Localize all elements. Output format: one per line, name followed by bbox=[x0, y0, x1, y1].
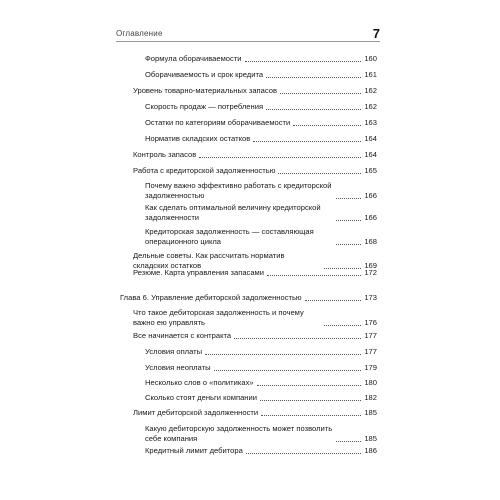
toc-entry-page: 165 bbox=[364, 166, 377, 175]
toc-entry-page: 166 bbox=[364, 191, 377, 200]
toc-entry-page: 179 bbox=[364, 363, 377, 372]
dot-leader bbox=[266, 109, 361, 110]
toc-entry-page: 160 bbox=[364, 54, 377, 63]
toc-entry-title: Остатки по категориям оборачиваемости bbox=[145, 118, 291, 127]
toc-entry-title: Условия оплаты bbox=[145, 347, 203, 356]
dot-leader bbox=[336, 198, 361, 199]
toc-entry-page: 182 bbox=[364, 393, 377, 402]
toc-entry-title: Кредитный лимит дебитора bbox=[145, 446, 243, 455]
dot-leader bbox=[253, 141, 361, 142]
toc-entry[interactable] bbox=[133, 268, 377, 278]
toc-entry[interactable] bbox=[133, 150, 377, 160]
dot-leader bbox=[205, 354, 361, 355]
dot-leader bbox=[280, 93, 361, 94]
dot-leader bbox=[336, 441, 361, 442]
toc-entry-title: Уровень товарно-материальных запасов bbox=[133, 86, 278, 95]
running-header-title: Оглавление bbox=[116, 29, 163, 38]
dot-leader bbox=[324, 325, 361, 326]
toc-entry-title: Что такое дебиторская задолженность и почему важно ею управлять bbox=[133, 308, 304, 327]
toc-entry[interactable] bbox=[145, 70, 377, 80]
dot-leader bbox=[336, 244, 361, 245]
toc-entry-title: Норматив складских остатков bbox=[145, 134, 251, 143]
toc-entry-title: Почему важно эффективно работать с кредиторской задолженностью bbox=[145, 181, 332, 200]
dot-leader bbox=[266, 77, 361, 78]
toc-entry[interactable] bbox=[145, 363, 377, 373]
toc-entry-title: Условия неоплаты bbox=[145, 363, 211, 372]
dot-leader bbox=[245, 61, 362, 62]
dot-leader bbox=[278, 173, 361, 174]
toc-entry-title: Сколько стоят деньги компании bbox=[145, 393, 257, 402]
toc-entry[interactable] bbox=[133, 408, 377, 418]
dot-leader bbox=[293, 125, 361, 126]
toc-entry-title: Дельные советы. Как рассчитать норматив складских остатков bbox=[133, 251, 285, 270]
dot-leader bbox=[261, 415, 361, 416]
toc-entry[interactable] bbox=[145, 203, 377, 223]
toc-entry-page: 177 bbox=[364, 347, 377, 356]
toc-entry-title: Резюме. Карта управления запасами bbox=[133, 268, 265, 277]
toc-entry[interactable] bbox=[145, 393, 377, 403]
toc-entry[interactable] bbox=[145, 347, 377, 357]
dot-leader bbox=[234, 338, 361, 339]
toc-entry-page: 162 bbox=[364, 86, 377, 95]
toc-entry[interactable] bbox=[145, 378, 377, 388]
toc-chapter-entry[interactable] bbox=[120, 293, 377, 303]
toc-entry[interactable] bbox=[145, 134, 377, 144]
toc-entry-page: 164 bbox=[364, 134, 377, 143]
dot-leader bbox=[336, 220, 361, 221]
toc-entry-page: 172 bbox=[364, 268, 377, 277]
toc-entry-page: 164 bbox=[364, 150, 377, 159]
dot-leader bbox=[199, 157, 361, 158]
toc-entry-page: 185 bbox=[364, 434, 377, 443]
toc-entry-page: 163 bbox=[364, 118, 377, 127]
toc-entry-page: 186 bbox=[364, 446, 377, 455]
toc-entry-title: Контроль запасов bbox=[133, 150, 197, 159]
dot-leader bbox=[267, 275, 361, 276]
toc-entry[interactable] bbox=[145, 227, 377, 247]
toc-entry-page: 177 bbox=[364, 331, 377, 340]
toc-entry-title: Кредиторская задолженность — составляющая операционного цикла bbox=[145, 227, 314, 246]
toc-entry-title: Оборачиваемость и срок кредита bbox=[145, 70, 264, 79]
toc-entry-page: 185 bbox=[364, 408, 377, 417]
toc-entry-title: Лимит дебиторской задолженности bbox=[133, 408, 259, 417]
toc-entry-page: 169 bbox=[364, 261, 377, 270]
toc-entry-page: 168 bbox=[364, 237, 377, 246]
dot-leader bbox=[257, 385, 362, 386]
toc-entry-page: 180 bbox=[364, 378, 377, 387]
toc-entry[interactable] bbox=[145, 118, 377, 128]
toc-entry-page: 161 bbox=[364, 70, 377, 79]
toc-entry[interactable] bbox=[133, 308, 377, 328]
toc-entry-title: Формула оборачиваемости bbox=[145, 54, 242, 63]
toc-entry[interactable] bbox=[133, 166, 377, 176]
toc-entry[interactable] bbox=[145, 424, 377, 444]
toc-entry[interactable] bbox=[145, 446, 377, 456]
page-number: 7 bbox=[372, 26, 380, 41]
toc-entry[interactable] bbox=[145, 181, 377, 201]
toc-entry-title: Все начинается с контракта bbox=[133, 331, 232, 340]
toc-entry[interactable] bbox=[145, 54, 377, 64]
dot-leader bbox=[214, 370, 362, 371]
toc-entry[interactable] bbox=[133, 86, 377, 96]
toc-entry-title: Глава 6. Управление дебиторской задолженностью bbox=[120, 293, 302, 302]
toc-entry[interactable] bbox=[145, 102, 377, 112]
toc-entry-page: 166 bbox=[364, 213, 377, 222]
toc-entry-title: Какую дебиторскую задолженность может позволить себе компания bbox=[145, 424, 333, 443]
toc-entry-title: Как сделать оптимальной величину кредиторской задолженности bbox=[145, 203, 321, 222]
dot-leader bbox=[305, 300, 362, 301]
toc-entry-title: Скорость продаж — потребления bbox=[145, 102, 264, 111]
dot-leader bbox=[260, 400, 361, 401]
toc-entry-title: Работа с кредиторской задолженностью bbox=[133, 166, 276, 175]
toc-entry[interactable] bbox=[133, 331, 377, 341]
toc-entry-title: Несколько слов о «политиках» bbox=[145, 378, 254, 387]
dot-leader bbox=[246, 453, 362, 454]
toc-entry-page: 173 bbox=[364, 293, 377, 302]
toc-entry-page: 176 bbox=[364, 318, 377, 327]
toc-entry-page: 162 bbox=[364, 102, 377, 111]
